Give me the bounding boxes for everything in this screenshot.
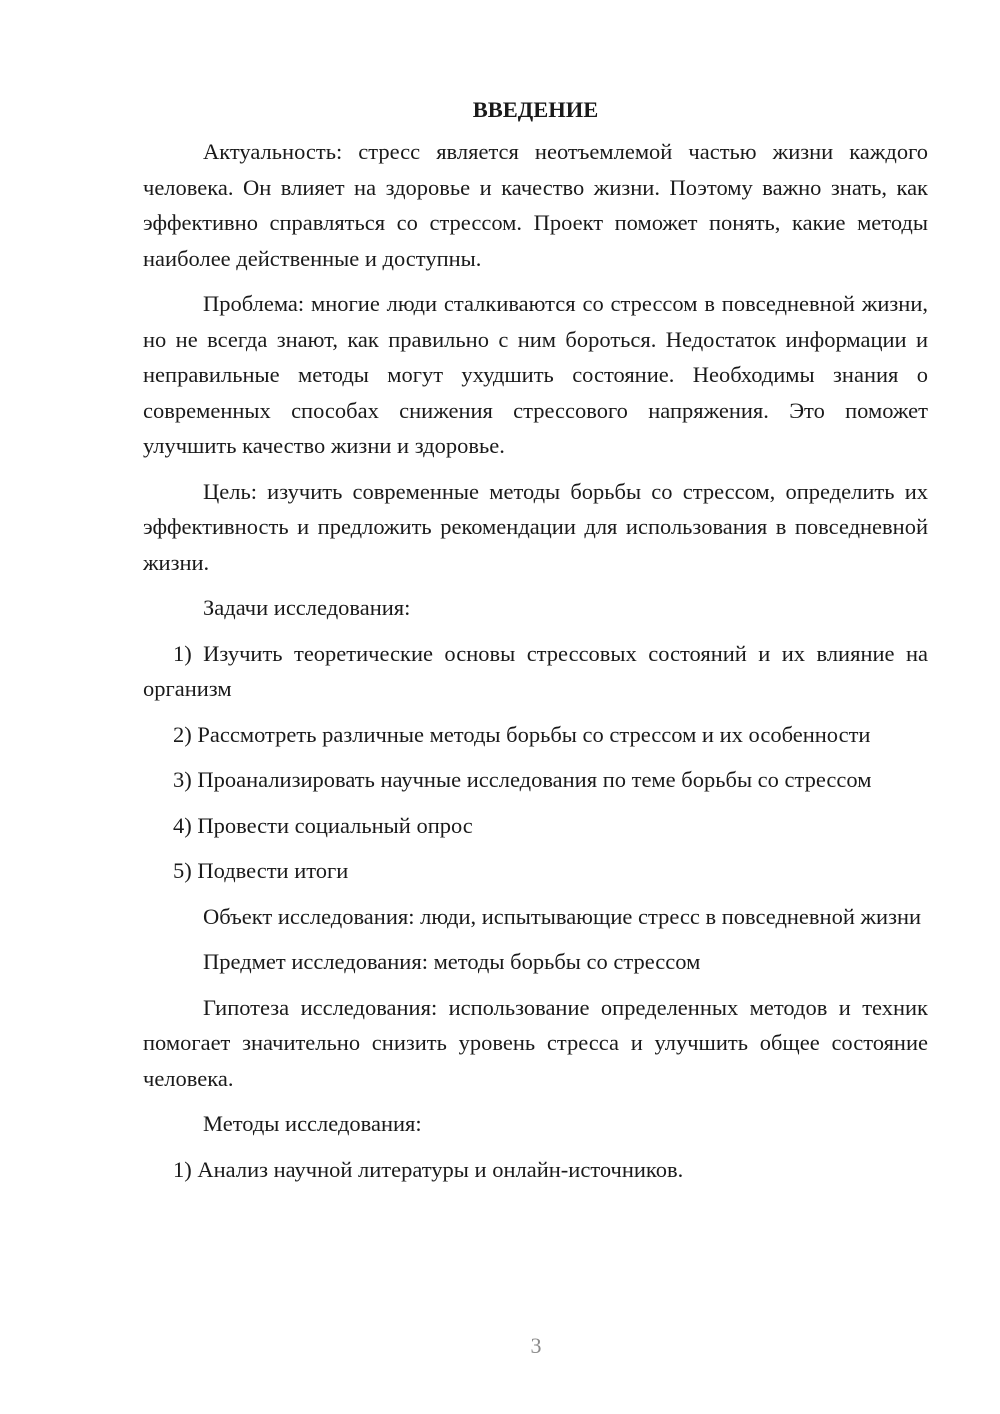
goal-paragraph: Цель: изучить современные методы борьбы со стрессом, определить их эффективность и предложить рекомендации для использования в повседневной жизни.: [143, 478, 928, 575]
method-item: 1) Анализ научной литературы и онлайн-источников.: [173, 1156, 684, 1182]
task-item: 1) Изучить теоретические основы стрессовых состояний и их влияние на организм: [143, 640, 928, 701]
relevance-paragraph: Актуальность: стресс является неотъемлемой частью жизни каждого человека. Он влияет на здоровье и качество жизни. Поэтому важно знать, как эффективно справляться со стрессом. Проект поможет понять, какие методы наиболее действенные и доступны.: [143, 139, 928, 271]
task-item: 3) Проанализировать научные исследования по теме борьбы со стрессом: [173, 767, 872, 792]
hypothesis-paragraph: Гипотеза исследования: использование определенных методов и техник помогает значительно снизить уровень стресса и улучшить общее состояние человека.: [143, 994, 928, 1091]
problem-paragraph: Проблема: многие люди сталкиваются со стрессом в повседневной жизни, но не всегда знают, как правильно с ним бороться. Недостаток информации и неправильные методы могут ухудшить состояние. Необходимы знания о современных способах снижения стрессового напряжения. Это поможет улучшить качество жизни и здоровье.: [143, 291, 928, 458]
task-item: 4) Провести социальный опрос: [173, 812, 473, 838]
tasks-heading: Задачи исследования:: [203, 595, 411, 620]
task-item: 5) Подвести итоги: [173, 858, 349, 883]
methods-heading: Методы исследования:: [203, 1111, 422, 1136]
task-item: 2) Рассмотреть различные методы борьбы со стрессом и их особенности: [173, 721, 871, 747]
subject-paragraph: Предмет исследования: методы борьбы со стрессом: [203, 949, 701, 974]
document-page: [143, 92, 928, 1187]
page-number: 3: [530, 1333, 542, 1358]
object-paragraph: Объект исследования: люди, испытывающие стресс в повседневной жизни: [203, 903, 922, 929]
section-title: ВВЕДЕНИЕ: [472, 97, 599, 122]
